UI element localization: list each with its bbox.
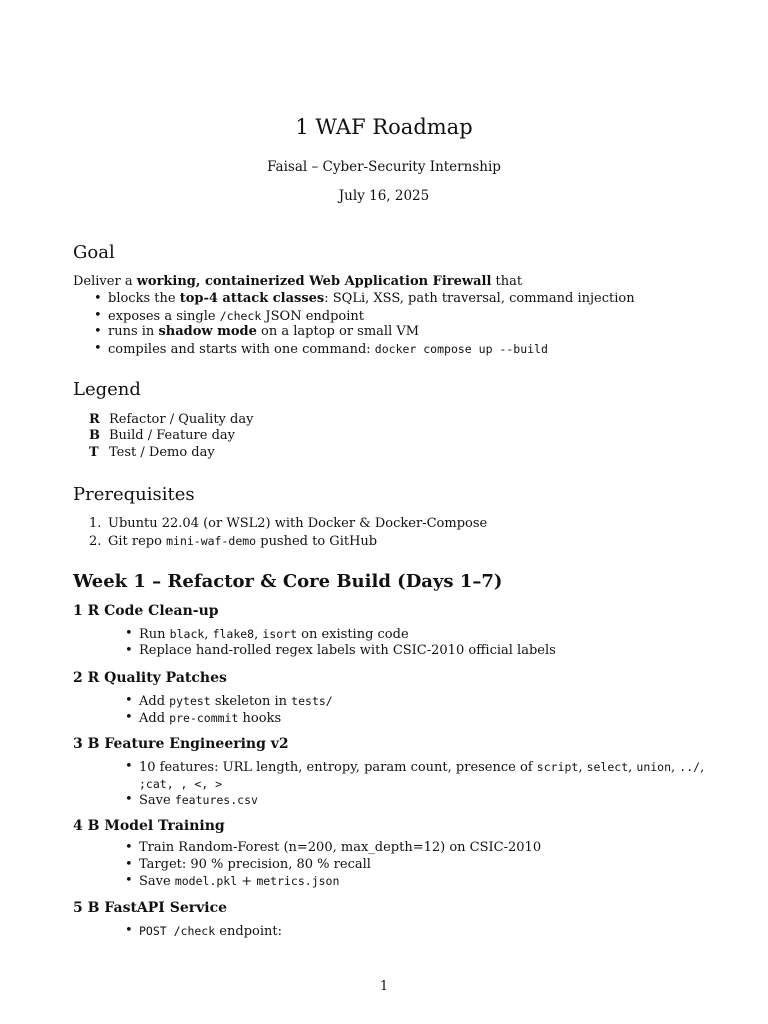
day5-title: 5 B FastAPI Service bbox=[73, 900, 228, 916]
list-item: • Replace hand-rolled regex labels with CSIC-2010 official labels bbox=[125, 642, 556, 658]
day4-title: 4 B Model Training bbox=[73, 818, 225, 834]
goal-intro: Deliver a working, containerized Web Application Firewall that bbox=[73, 274, 523, 289]
list-item: • blocks the top-4 attack classes: SQLi, XSS, path traversal, command injection bbox=[94, 291, 635, 306]
legend-heading: Legend bbox=[73, 379, 141, 400]
list-item: • Save features.csv bbox=[125, 792, 258, 809]
list-item: • POST /check endpoint: bbox=[125, 923, 282, 939]
day2-list bbox=[125, 693, 333, 726]
list-item: • 10 features: URL length, entropy, param count, presence of script, select, union, ../, bbox=[125, 759, 705, 775]
page-number: 1 bbox=[379, 979, 389, 994]
prereq-list bbox=[89, 516, 487, 550]
day3-title: 3 B Feature Engineering v2 bbox=[73, 736, 289, 752]
list-item: • Save model.pkl + metrics.json bbox=[125, 873, 340, 890]
list-item: • Add pre-commit hooks bbox=[125, 709, 282, 726]
week1-heading: Week 1 – Refactor & Core Build (Days 1–7) bbox=[73, 571, 503, 592]
list-item: • exposes a single /check JSON endpoint bbox=[94, 307, 364, 324]
legend-item: B Build / Feature day bbox=[89, 428, 236, 444]
document-author: Faisal – Cyber-Security Internship bbox=[267, 159, 501, 175]
list-item: • Run black, flake8, isort on existing code bbox=[125, 626, 409, 642]
goal-list bbox=[94, 291, 635, 357]
list-item: • Train Random-Forest (n=200, max_depth=12) on CSIC-2010 bbox=[125, 840, 542, 855]
day1-list bbox=[125, 626, 556, 659]
document-date: July 16, 2025 bbox=[338, 188, 430, 204]
legend-item: R Refactor / Quality day bbox=[89, 412, 254, 427]
list-item: 1. Ubuntu 22.04 (or WSL2) with Docker & Docker-Compose bbox=[89, 516, 488, 531]
document-title: 1 WAF Roadmap bbox=[295, 115, 473, 139]
day2-title: 2 R Quality Patches bbox=[73, 670, 227, 686]
list-item: • Add pytest skeleton in tests/ bbox=[125, 693, 333, 709]
legend-list bbox=[89, 412, 253, 461]
list-item: • compiles and starts with one command: docker compose up --build bbox=[94, 340, 548, 357]
legend-item: T Test / Demo day bbox=[89, 444, 215, 460]
day4-list bbox=[125, 840, 542, 890]
list-item: 2. Git repo mini-waf-demo pushed to GitHub bbox=[89, 533, 378, 549]
list-item-continuation: ;cat, , <, > bbox=[139, 776, 223, 791]
list-item: • Target: 90 % precision, 80 % recall bbox=[125, 856, 371, 872]
day1-title: 1 R Code Clean-up bbox=[73, 603, 219, 619]
day3-list bbox=[125, 759, 705, 809]
list-item: • runs in shadow mode on a laptop or small VM bbox=[94, 324, 420, 340]
prereq-heading: Prerequisites bbox=[73, 484, 195, 505]
day5-list bbox=[125, 923, 282, 940]
goal-heading: Goal bbox=[73, 242, 115, 263]
